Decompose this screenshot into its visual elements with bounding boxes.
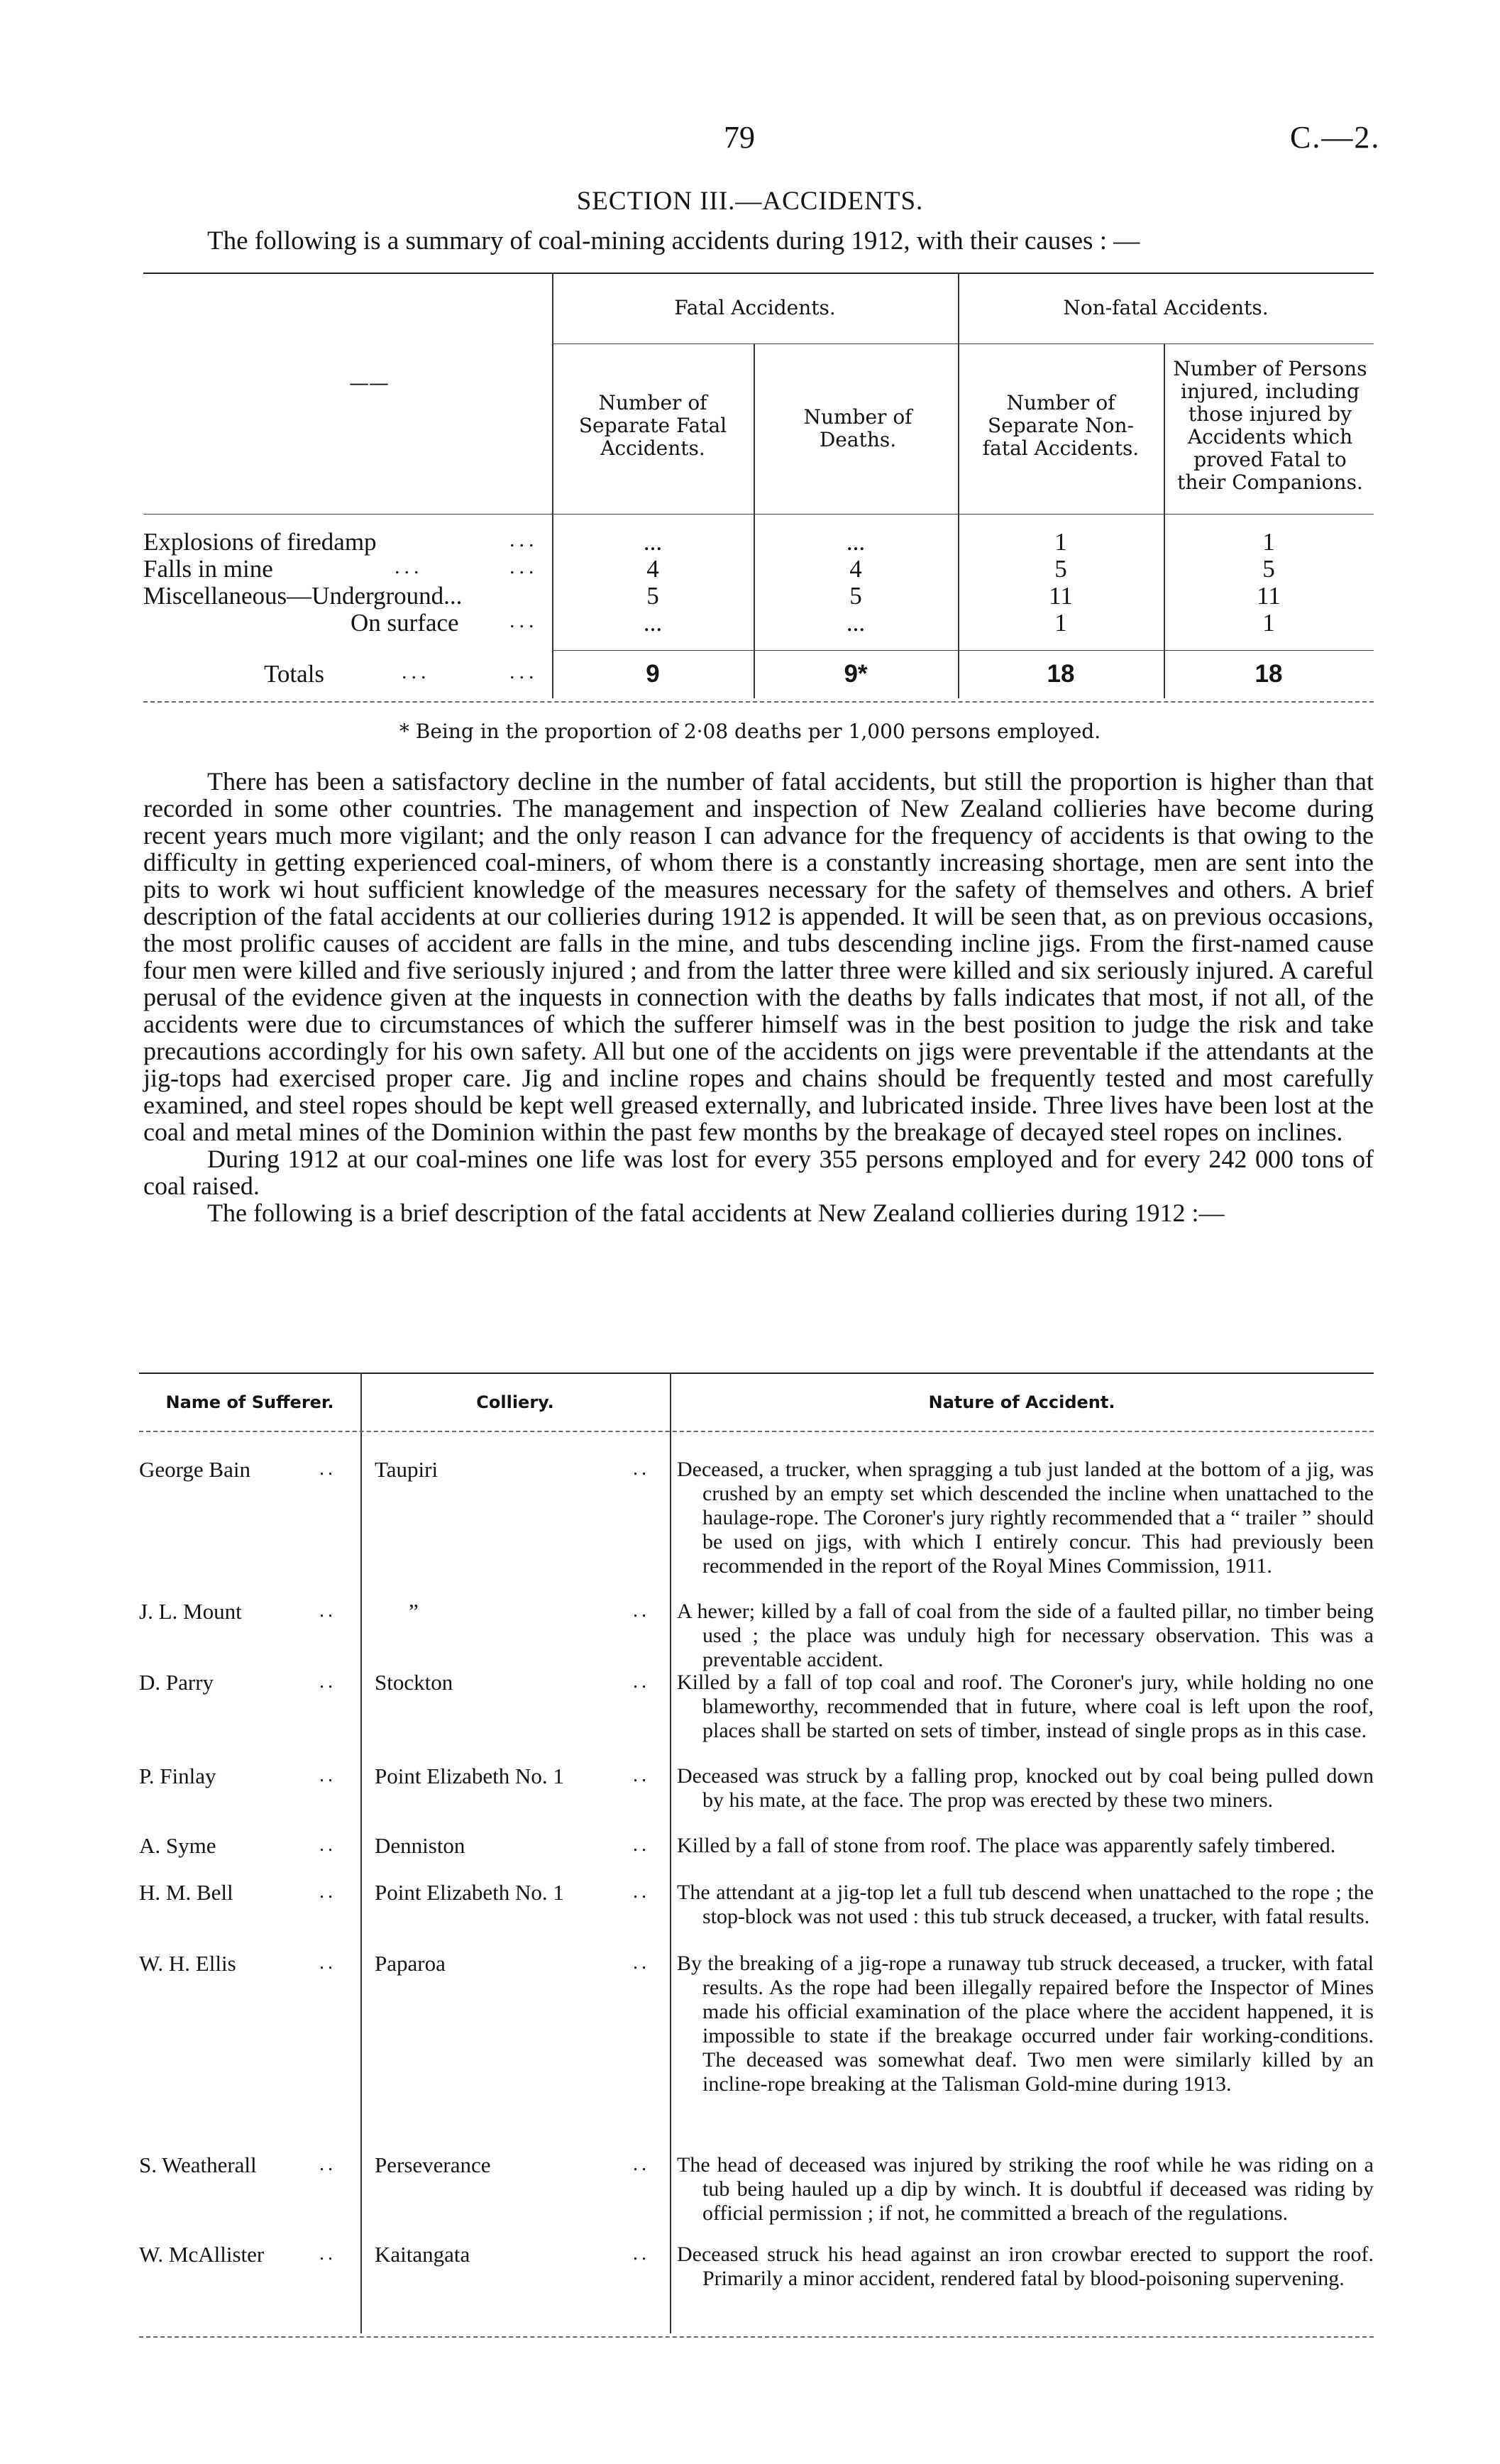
col-separate-fatal-header: Number of Separate Fatal Accidents. xyxy=(578,391,727,460)
cell-value: 1 xyxy=(1262,609,1275,637)
paragraph: During 1912 at our coal-mines one life was lost for every 355 persons employed and for every 242 000 tons of coal raised. xyxy=(143,1145,1374,1200)
leader-dots: .. xyxy=(319,2153,336,2175)
col-divider-2 xyxy=(754,343,755,698)
total-persons-injured: 18 xyxy=(1254,660,1283,688)
colliery-name: Point Elizabeth No. 1 xyxy=(375,1880,564,1905)
colliery-name: Point Elizabeth No. 1 xyxy=(375,1764,564,1788)
cell-value: ... xyxy=(846,609,866,637)
colliery-name: Taupiri xyxy=(375,1457,439,1482)
leader-dots: ... xyxy=(395,555,424,578)
cell-value: ... xyxy=(846,528,866,556)
accident-nature: Deceased was struck by a falling prop, knocked out by coal being pulled down by his mate, at the face. The prop was erected by these two miners. xyxy=(677,1764,1374,1812)
group-rule xyxy=(552,343,1374,344)
cell-value: 5 xyxy=(1054,555,1067,583)
accident-nature: Killed by a fall of top coal and roof. The Coroner's jury, while holding no one blameworthy, recommended that in future, where coal is left upon the roof, places shall be started on sets of timber, instead of single props as in this case. xyxy=(677,1671,1374,1742)
totals-rule xyxy=(552,650,1374,651)
cell-value: 4 xyxy=(849,555,862,583)
col-nonfatal-header: Number of Separate Non-fatal Accidents. xyxy=(982,391,1140,460)
leader-dots: .. xyxy=(633,1671,650,1693)
col-nature-header: Nature of Accident. xyxy=(928,1392,1115,1412)
col-divider-4 xyxy=(1164,343,1165,698)
header-bottom-rule xyxy=(143,514,1374,515)
total-nonfatal: 18 xyxy=(1047,660,1075,688)
total-separate-fatal: 9 xyxy=(646,660,660,688)
accident-nature: The head of deceased was injured by striking the roof while he was riding on a tub being hauled up a dip by winch. It is doubtful if deceased was riding by official permission ; if not, he committed a breach of the regulations. xyxy=(677,2153,1374,2225)
leader-dots: .. xyxy=(319,1834,336,1856)
paragraph: There has been a satisfactory decline in the number of fatal accidents, but still the proportion is higher than that recorded in some other countries. The management and inspection of New Zealand collieries have become during recent years much more vigilant; and the only reason I can advance for the frequency of accidents is that owing to the difficulty in getting experienced coal-miners, of whom there is a constantly increasing shortage, men are sent into the pits to work wi hout sufficient knowledge of the measures necessary for the safety of themselves and others. A brief description of the fatal accidents at our collieries during 1912 is appended. It will be seen that, as on previous occasions, the most prolific causes of accident are falls in the mine, and tubs descending incline jigs. From the first-named cause four men were killed and five seriously injured ; and from the latter three were killed and six seriously injured. A careful perusal of the evidence given at the inquests in connection with the deaths by falls indicates that most, if not all, of the accidents were due to circumstances of which the sufferer himself was in the best position to judge the risk and take precautions accordingly for his own safety. All but one of the accidents on jigs were preventable if the attendants at the jig-tops had exercised proper care. Jig and incline ropes and chains should be frequently tested and most carefully examined, and steel ropes should be kept well greased externally, and lubricated inside. Three lives have been lost at the coal and metal mines of the Dominion within the past few months by the breakage of decayed steel ropes on inclines. xyxy=(143,767,1374,1146)
totals-label: Totals xyxy=(264,660,325,688)
accident-nature: Deceased, a trucker, when spragging a tub just landed at the bottom of a jig, was crushed by an empty set which descended the incline when unattached to the haulage-rope. The Coroner's jury rightly recommended that a “ trailer ” should be used on jigs, with which I entirely concur. This had previously been recommended in the report of the Royal Mines Commission, 1911. xyxy=(677,1458,1374,1578)
cell-value: ... xyxy=(643,609,663,637)
row-label-explosions: Explosions of firedamp xyxy=(143,528,377,556)
leader-dots: .. xyxy=(633,1600,650,1622)
accident-nature: Deceased struck his head against an iron crowbar erected to support the roof. Primarily a minor accident, rendered fatal by blood-poisoning supervening. xyxy=(677,2243,1374,2290)
leader-dots: ... xyxy=(402,660,431,683)
cell-value: 4 xyxy=(646,555,659,583)
cell-value: ... xyxy=(643,528,663,556)
accidents-bottom-rule xyxy=(139,2336,1374,2338)
accidents-top-rule xyxy=(139,1373,1374,1374)
cell-value: 1 xyxy=(1054,609,1067,637)
cell-value: 11 xyxy=(1049,582,1073,610)
row-label-surface: On surface xyxy=(351,609,459,637)
accident-nature: Killed by a fall of stone from roof. The place was apparently safely timbered. xyxy=(677,1834,1336,1857)
leader-dots: .. xyxy=(633,1881,650,1903)
paragraph: The following is a brief description of the fatal accidents at New Zealand collieries during 1912 :— xyxy=(207,1199,1225,1227)
col-name-header: Name of Sufferer. xyxy=(165,1392,334,1412)
leader-dots: .. xyxy=(319,1881,336,1903)
stub-header: —— xyxy=(349,371,389,395)
nonfatal-group-header: Non-fatal Accidents. xyxy=(1063,296,1269,319)
colliery-name: Kaitangata xyxy=(375,2242,470,2267)
leader-dots: .. xyxy=(319,1671,336,1693)
leader-dots: ... xyxy=(509,528,539,551)
sufferer-name: D. Parry xyxy=(139,1670,214,1695)
colliery-name: Stockton xyxy=(375,1670,453,1695)
leader-dots: .. xyxy=(633,2153,650,2175)
page-number: 79 xyxy=(724,120,755,155)
cell-value: 5 xyxy=(646,582,659,610)
intro-text: The following is a summary of coal-mining accidents during 1912, with their causes : — xyxy=(207,226,1140,255)
paper-reference: C.—2. xyxy=(1290,120,1381,155)
leader-dots: .. xyxy=(319,1952,336,1974)
colliery-name: Denniston xyxy=(375,1833,465,1858)
cell-value: 5 xyxy=(1262,555,1275,583)
col-colliery-header: Colliery. xyxy=(476,1392,554,1412)
sufferer-name: J. L. Mount xyxy=(139,1599,242,1624)
leader-dots: .. xyxy=(633,1952,650,1974)
leader-dots: .. xyxy=(319,2243,336,2265)
colliery-name: Perseverance xyxy=(375,2152,491,2177)
cell-value: 5 xyxy=(849,582,862,610)
leader-dots: .. xyxy=(319,1458,336,1480)
leader-dots: .. xyxy=(633,1834,650,1856)
leader-dots: ... xyxy=(509,609,539,632)
total-deaths: 9* xyxy=(844,660,868,688)
sufferer-name: W. H. Ellis xyxy=(139,1951,236,1976)
table-bottom-rule xyxy=(143,701,1374,703)
sufferer-name: S. Weatherall xyxy=(139,2152,257,2177)
sufferer-name: H. M. Bell xyxy=(139,1880,233,1905)
accident-nature: The attendant at a jig-top let a full tub descend when unattached to the rope ; the stop-block was not used : this tub struck deceased, a trucker, with fatal results. xyxy=(677,1881,1374,1928)
footnote: * Being in the proportion of 2·08 deaths per 1,000 persons employed. xyxy=(399,720,1101,743)
cell-value: 1 xyxy=(1054,528,1067,556)
sufferer-name: George Bain xyxy=(139,1457,250,1482)
sufferer-name: P. Finlay xyxy=(139,1764,216,1788)
accidents-col-divider-1 xyxy=(360,1373,362,2333)
sufferer-name: W. McAllister xyxy=(139,2242,265,2267)
leader-dots: .. xyxy=(319,1600,336,1622)
accidents-header-rule xyxy=(139,1431,1374,1432)
leader-dots: .. xyxy=(633,1764,650,1786)
row-label-falls: Falls in mine xyxy=(143,555,273,583)
cell-value: 11 xyxy=(1257,582,1281,610)
accident-nature: By the breaking of a jig-rope a runaway tub struck deceased, a trucker, with fatal results. As the rope had been illegally repaired before the Inspector of Mines made his official examination of the place where the accident happened, it is impossible to state if the breakage occurred under fair working-conditions. The deceased was somewhat deaf. Two men were similarly killed by an incline-rope breaking at the Talisman Gold-mine during 1913. xyxy=(677,1952,1374,2096)
fatal-group-header: Fatal Accidents. xyxy=(674,296,836,319)
body-text xyxy=(143,768,1374,1226)
leader-dots: ... xyxy=(509,660,539,683)
leader-dots: .. xyxy=(319,1764,336,1786)
section-title: SECTION III.—ACCIDENTS. xyxy=(576,187,924,216)
row-label-miscellaneous: Miscellaneous—Underground... xyxy=(143,582,463,610)
table-top-rule xyxy=(143,273,1374,274)
col-deaths-header: Number of Deaths. xyxy=(803,405,912,451)
colliery-name: Paparoa xyxy=(375,1951,446,1976)
col-persons-injured-header: Number of Persons injured, including those injured by Accidents which proved Fatal to their Companions. xyxy=(1173,357,1367,494)
sufferer-name: A. Syme xyxy=(139,1833,216,1858)
leader-dots: .. xyxy=(633,2243,650,2265)
leader-dots: .. xyxy=(633,1458,650,1480)
cell-value: 1 xyxy=(1262,528,1275,556)
colliery-name: ” xyxy=(409,1599,419,1624)
accidents-col-divider-2 xyxy=(670,1373,671,2333)
leader-dots: ... xyxy=(509,555,539,578)
accident-nature: A hewer; killed by a fall of coal from the side of a faulted pillar, no timber being used ; the place was unduly high for necessary observation. This was a preventable accident. xyxy=(677,1600,1374,1671)
